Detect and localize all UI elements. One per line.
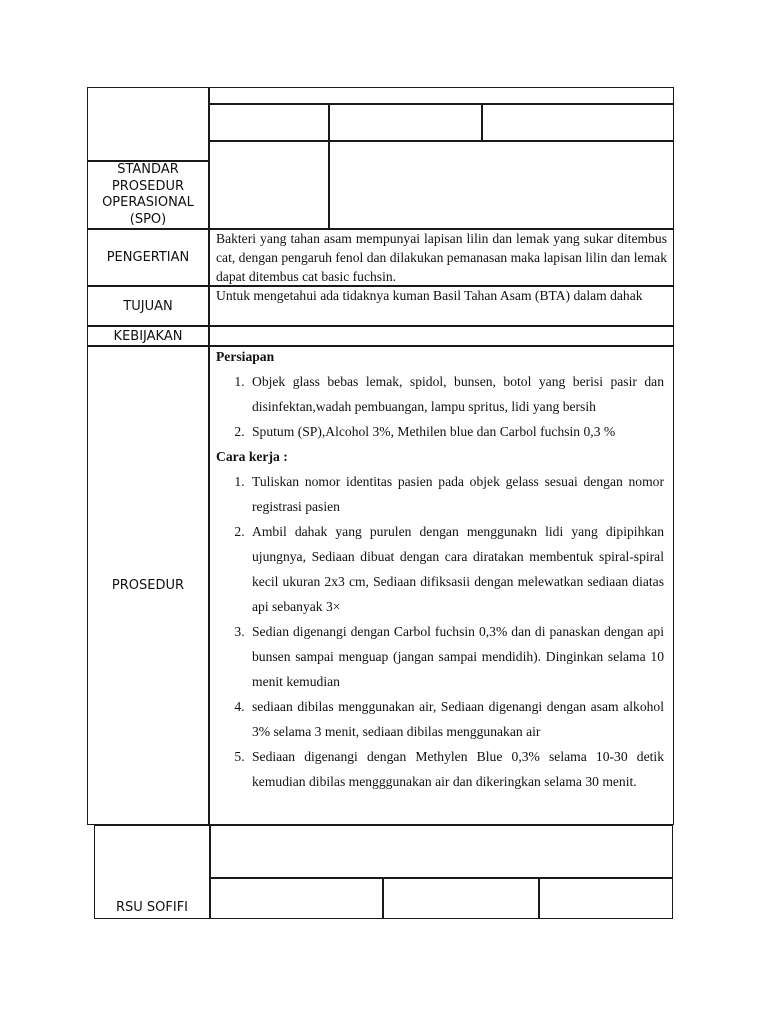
- list-item: 3. Sedian digenangi dengan Carbol fuchsin 0,3% dan di panaskan dengan api bunsen sampai menguap (jangan sampai mendidih). Dinginkan selama 10 menit kemudian: [248, 619, 664, 694]
- kebijakan-cell: [209, 326, 674, 346]
- spo-title-line: (SPO): [129, 211, 167, 227]
- persiapan-list: [216, 369, 664, 444]
- header-title-cell: [209, 87, 674, 104]
- list-item: 5. Sediaan digenangi dengan Methylen Blue 0,3% selama 10-30 detik kemudian dibilas mengggunakan air dan dikeringkan selama 30 menit.: [248, 744, 664, 794]
- prosedur-label: PROSEDUR: [87, 346, 209, 825]
- footer-revision-cell: [383, 878, 539, 919]
- list-item: 4. sediaan dibilas menggunakan air, Sediaan digenangi dengan asam alkohol 3% selama 3 menit, sediaan dibilas menggunakan air: [248, 694, 664, 744]
- footer-title-cell: [210, 825, 673, 878]
- list-item: 2. Ambil dahak yang purulen dengan menggunakn lidi yang dipipihkan ujungnya, Sediaan dibuat dengan cara diratakan membentuk spiral-spiral kecil ukuran 2x3 cm, Sediaan difiksasii dengan melewatkan sediaan diatas api sebanyak 3×: [248, 519, 664, 619]
- pengertian-cell: [209, 229, 674, 286]
- doc-number-cell: [209, 104, 329, 141]
- hospital-name: RSU SOFIFI: [115, 900, 189, 915]
- cara-kerja-list: [216, 469, 664, 794]
- footer-page-cell: [539, 878, 673, 919]
- tujuan-text: Untuk mengetahui ada tidaknya kuman Basil Tahan Asam (BTA) dalam dahak: [216, 288, 643, 303]
- list-item: 1. Objek glass bebas lemak, spidol, bunsen, botol yang berisi pasir dan disinfektan,wadah pembuangan, lampu spritus, lidi yang bersih: [248, 369, 664, 419]
- tujuan-cell: [209, 286, 674, 326]
- issue-date-cell: [209, 141, 329, 229]
- revision-cell: [329, 104, 482, 141]
- prosedur-cell: [209, 346, 674, 825]
- prosedur-content: [210, 344, 673, 794]
- spo-title: [87, 161, 209, 229]
- list-item: 2. Sputum (SP),Alcohol 3%, Methilen blue dan Carbol fuchsin 0,3 %: [248, 419, 664, 444]
- tujuan-label: TUJUAN: [87, 286, 209, 326]
- approval-cell: [329, 141, 674, 229]
- persiapan-heading: Persiapan: [216, 349, 275, 364]
- pengertian-label: PENGERTIAN: [87, 229, 209, 286]
- cara-kerja-heading: Cara kerja :: [216, 449, 288, 464]
- spo-title-line: PROSEDUR: [111, 178, 185, 194]
- page-cell: [482, 104, 674, 141]
- footer-doc-number-cell: [210, 878, 383, 919]
- spo-title-line: OPERASIONAL: [102, 195, 194, 210]
- logo-cell: [87, 87, 209, 161]
- list-item: 1. Tuliskan nomor identitas pasien pada objek gelass sesuai dengan nomor registrasi pasien: [248, 469, 664, 519]
- pengertian-text: Bakteri yang tahan asam mempunyai lapisan lilin dan lemak yang sukar ditembus cat, dengan pengaruh fenol dan dilakukan pemanasan maka lapisan lilin dan lemak dapat ditembus cat basic fuchsin.: [216, 231, 667, 284]
- spo-title-line: STANDAR: [117, 162, 179, 177]
- kebijakan-label: KEBIJAKAN: [87, 326, 209, 346]
